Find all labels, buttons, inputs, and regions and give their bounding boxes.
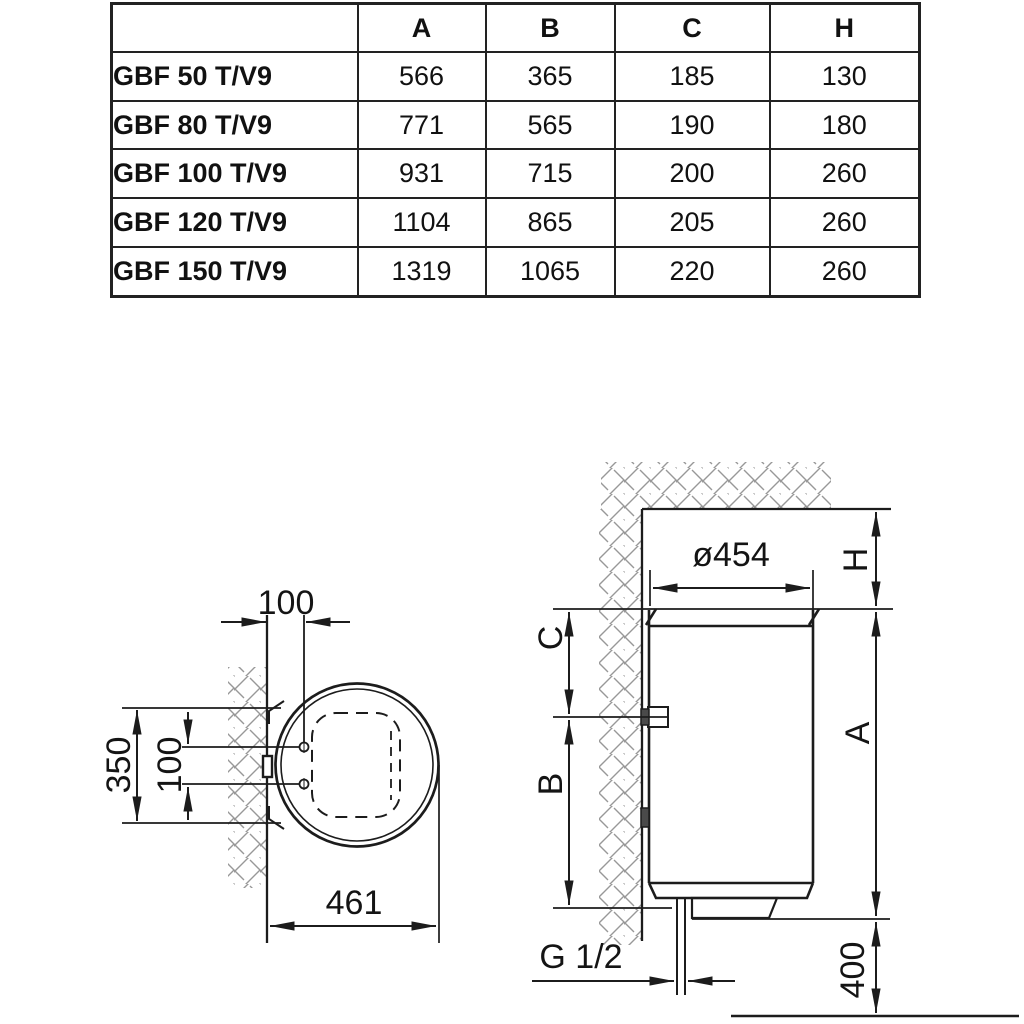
value-cell: 205 [615,198,770,247]
value-cell: 565 [486,101,615,150]
wall-anchor-plate [263,756,272,777]
value-cell: 220 [615,247,770,297]
dim-h: H [837,547,875,573]
lower-bracket-clip [641,808,649,827]
header-col-h: H [770,4,920,53]
wall-hatch [228,667,267,888]
side-view-drawing [532,462,1019,1016]
model-cell: GBF 120 T/V9 [112,198,358,247]
model-cell: GBF 150 T/V9 [112,247,358,297]
dim-wall-offset: 100 [257,584,315,622]
value-cell: 200 [615,149,770,198]
dim-pipe-thread: G 1/2 [539,938,623,976]
tank-side-outline [646,609,819,918]
dim-depth: 461 [325,884,383,922]
wall-hatch-top [601,462,831,509]
header-col-c: C [615,4,770,53]
dim-c: C [532,625,570,651]
value-cell: 185 [615,52,770,101]
front-view-drawing [100,584,439,943]
value-cell: 1319 [358,247,486,297]
tank-circle-outer [276,684,439,847]
dim-floor-clearance: 400 [834,941,872,999]
value-cell: 1065 [486,247,615,297]
model-cell: GBF 50 T/V9 [112,52,358,101]
wall-hatch-left [599,509,642,945]
header-col-b: B [486,4,615,53]
value-cell: 180 [770,101,920,150]
value-cell: 865 [486,198,615,247]
bracket-hook-top [269,701,284,724]
value-cell: 365 [486,52,615,101]
flange-dashed-outline [312,713,400,817]
value-cell: 130 [770,52,920,101]
value-cell: 715 [486,149,615,198]
header-col-a: A [358,4,486,53]
value-cell: 566 [358,52,486,101]
dim-hole-spacing: 100 [151,736,189,794]
value-cell: 260 [770,149,920,198]
value-cell: 260 [770,247,920,297]
value-cell: 1104 [358,198,486,247]
dim-a: A [839,721,877,745]
bottom-cover [692,898,777,918]
tank-circle-inner [281,689,433,841]
dim-bracket-span: 350 [100,736,138,794]
bracket-hook-bottom [269,806,284,829]
value-cell: 190 [615,101,770,150]
dim-b: B [532,772,570,796]
model-cell: GBF 80 T/V9 [112,101,358,150]
value-cell: 931 [358,149,486,198]
value-cell: 771 [358,101,486,150]
dim-diameter: ø454 [692,536,770,574]
model-cell: GBF 100 T/V9 [112,149,358,198]
value-cell: 260 [770,198,920,247]
